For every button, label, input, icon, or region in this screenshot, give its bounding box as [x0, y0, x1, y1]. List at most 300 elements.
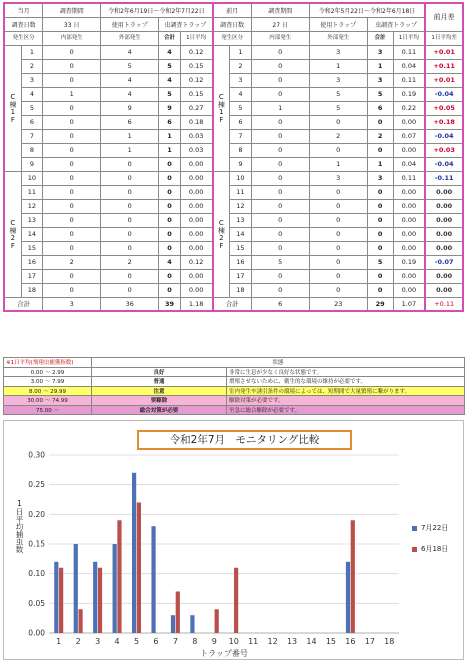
outside-count: 0: [101, 269, 159, 283]
average-diff: 0.00: [425, 213, 463, 227]
prev-total-inside: 6: [251, 297, 309, 311]
trap-number: 3: [21, 73, 43, 87]
y-tick-label: 0.25: [28, 480, 45, 490]
outside-count: 5: [101, 59, 159, 73]
total-count: 6: [159, 115, 180, 129]
y-tick-label: 0.00: [28, 628, 45, 638]
total-count: 0: [159, 241, 180, 255]
inside-count: 0: [43, 241, 101, 255]
table-row: [4, 171, 463, 185]
total-count: 39: [159, 297, 180, 311]
prev-daily-average: 0.00: [393, 143, 425, 157]
prev-col-total: 合計: [367, 31, 393, 45]
x-tick-label: 10: [228, 637, 239, 646]
total-avg: 1.18: [180, 297, 212, 311]
prev-total-count: 2: [367, 129, 393, 143]
inside-count: 0: [43, 115, 101, 129]
daily-average: 0.00: [180, 269, 212, 283]
average-diff: 0.00: [425, 227, 463, 241]
inside-count: 0: [43, 171, 101, 185]
outside-count: 4: [101, 45, 159, 59]
legend-swatch-b: [412, 547, 417, 552]
daily-average: 0.18: [180, 115, 212, 129]
prev-trap-number: 1: [230, 45, 252, 59]
prev-trap-number: 10: [230, 171, 252, 185]
total-count: 0: [159, 213, 180, 227]
index-level: 注意: [92, 386, 227, 396]
daily-average: 0.00: [180, 199, 212, 213]
inside-count: 0: [43, 73, 101, 87]
prev-outside-count: 0: [309, 269, 367, 283]
col-inside: 内部発生: [43, 31, 101, 45]
floor-group-label: C棟2F: [4, 171, 21, 297]
this-period-label: 調査期間: [43, 3, 101, 17]
bar-series-a: [74, 544, 78, 633]
table-row: [4, 45, 463, 59]
bar-series-b: [176, 591, 180, 633]
col-avg: 1日平均: [180, 31, 212, 45]
prev-trap-used: 使用トラップ: [309, 17, 367, 31]
table-row: [4, 227, 463, 241]
index-description: 至急に総合駆除が必要です。: [227, 405, 465, 415]
average-diff: +0.05: [425, 101, 463, 115]
average-diff: -0.11: [425, 171, 463, 185]
prev-outside-count: 5: [309, 101, 367, 115]
index-description: 増殖させないために、衛生的な環境の維持が必要です。: [227, 377, 465, 387]
inside-count: 0: [43, 143, 101, 157]
prev-trap-number: 5: [230, 101, 252, 115]
legend-rows: [4, 367, 465, 415]
x-tick-label: 16: [345, 637, 356, 646]
prev-trap-number: 16: [230, 255, 252, 269]
prev-total-count: 3: [367, 45, 393, 59]
prev-inside-count: 0: [251, 115, 309, 129]
x-tick-label: 14: [306, 637, 317, 646]
daily-average: 0.15: [180, 59, 212, 73]
outside-count: 0: [101, 283, 159, 297]
prev-period-label: 調査期間: [251, 3, 309, 17]
prev-daily-average: 0.11: [393, 73, 425, 87]
table-row: [4, 143, 463, 157]
x-tick-label: 17: [364, 637, 375, 646]
inside-count: 0: [43, 101, 101, 115]
inside-count: 0: [43, 199, 101, 213]
outside-count: 0: [101, 241, 159, 255]
prev-total-count: 3: [367, 73, 393, 87]
index-level: 良好: [92, 367, 227, 377]
trap-number: 10: [21, 171, 43, 185]
prev-outside-count: 0: [309, 227, 367, 241]
prev-inside-count: 1: [251, 101, 309, 115]
prev-daily-average: 0.22: [393, 101, 425, 115]
legend-label-b: 6月18日: [421, 545, 449, 553]
inside-count: 0: [43, 45, 101, 59]
table-row: [4, 185, 463, 199]
prev-daily-average: 0.07: [393, 129, 425, 143]
prev-trap-number: 4: [230, 87, 252, 101]
table-row: [4, 101, 463, 115]
bar-series-a: [132, 473, 136, 633]
legend-series-b: [412, 544, 448, 554]
bar-series-b: [98, 568, 102, 633]
total-count: 0: [159, 157, 180, 171]
average-diff: +0.18: [425, 115, 463, 129]
x-tick-label: 8: [192, 637, 198, 646]
prev-daily-average: 0.00: [393, 199, 425, 213]
total-count: 4: [159, 45, 180, 59]
daily-average: 0.00: [180, 157, 212, 171]
prev-outside-count: 3: [309, 45, 367, 59]
prev-outside-count: 3: [309, 73, 367, 87]
legend-label-a: 7月22日: [421, 524, 449, 532]
index-range: 75.00 ～: [4, 405, 92, 415]
col-diff-avg: 1日平均差: [425, 31, 463, 45]
trap-number: 6: [21, 115, 43, 129]
index-description: 室内発生や誘引条件の環境によっては、短期間で大量繁殖に繋がります。: [227, 386, 465, 396]
prev-total-count: 3: [367, 171, 393, 185]
prev-total-count: 5: [367, 87, 393, 101]
prev-trap-number: 15: [230, 241, 252, 255]
bar-series-b: [78, 609, 82, 633]
chart-plot: [4, 421, 463, 659]
daily-average: 0.00: [180, 185, 212, 199]
table-row: [4, 129, 463, 143]
table-row: [4, 73, 463, 87]
inside-count: 0: [43, 185, 101, 199]
prev-outside-count: 2: [309, 129, 367, 143]
x-tick-label: 12: [267, 637, 278, 646]
prev-total-count: 0: [367, 143, 393, 157]
prev-days: 27 日: [251, 17, 309, 31]
prev-inside-count: 5: [251, 255, 309, 269]
index-level: 要駆除: [92, 396, 227, 406]
total-count: 9: [159, 101, 180, 115]
prev-total-count: 6: [367, 101, 393, 115]
total-count: 4: [159, 255, 180, 269]
table-row: [4, 283, 463, 297]
outside-count: 9: [101, 101, 159, 115]
prev-daily-average: 0.00: [393, 213, 425, 227]
table-row: [4, 213, 463, 227]
trap-number: 12: [21, 199, 43, 213]
trap-number: 14: [21, 227, 43, 241]
outside-count: 1: [101, 129, 159, 143]
prev-daily-average: 0.00: [393, 227, 425, 241]
index-range: 8.00 ～ 29.99: [4, 386, 92, 396]
prev-daily-average: 0.04: [393, 157, 425, 171]
x-tick-label: 11: [248, 637, 259, 646]
prev-daily-average: 0.00: [393, 115, 425, 129]
prev-inside-count: 0: [251, 241, 309, 255]
daily-average: 0.12: [180, 255, 212, 269]
trap-count-table: [3, 2, 464, 312]
prev-inside-count: 0: [251, 227, 309, 241]
prev-total-count: 0: [367, 199, 393, 213]
prev-outside-count: 0: [309, 143, 367, 157]
outside-count: 0: [101, 185, 159, 199]
outside-count: 0: [101, 171, 159, 185]
total-count: 1: [159, 143, 180, 157]
prev-inside-count: 0: [251, 143, 309, 157]
prev-inside-count: 0: [251, 45, 309, 59]
this-month-label: 当月: [4, 3, 43, 17]
daily-average: 0.27: [180, 101, 212, 115]
outside-count: 0: [101, 213, 159, 227]
prev-inside-count: 0: [251, 157, 309, 171]
index-level: 総合対策が必要: [92, 405, 227, 415]
inside-count: 2: [43, 255, 101, 269]
prev-floor-group-label: C棟2F: [213, 171, 230, 297]
bar-series-a: [113, 544, 117, 633]
prev-trap-number: 18: [230, 283, 252, 297]
average-diff: +0.01: [425, 45, 463, 59]
x-tick-label: 2: [75, 637, 81, 646]
prev-inside-count: 0: [251, 283, 309, 297]
prev-total-count: 0: [367, 241, 393, 255]
outside-count: 0: [101, 227, 159, 241]
total-count: 0: [159, 171, 180, 185]
trap-number: 5: [21, 101, 43, 115]
daily-average: 0.03: [180, 129, 212, 143]
this-days: 33 日: [43, 17, 101, 31]
total-count: 0: [159, 269, 180, 283]
legend-swatch-a: [412, 526, 417, 531]
inside-count: 1: [43, 87, 101, 101]
total-count: 4: [159, 73, 180, 87]
total-count: 5: [159, 59, 180, 73]
trap-number: 9: [21, 157, 43, 171]
prev-insect-trap: 虫調査トラップ: [367, 17, 425, 31]
this-period: 令和2年6月19日～令和2年7月22日: [101, 3, 213, 17]
this-days-label: 調査日数: [4, 17, 43, 31]
average-diff: 0.00: [425, 241, 463, 255]
prev-inside-count: 0: [251, 171, 309, 185]
daily-average: 0.00: [180, 171, 212, 185]
y-tick-label: 0.05: [28, 598, 45, 608]
legend-row: [4, 405, 465, 415]
average-diff: -0.04: [425, 87, 463, 101]
table-row: [4, 255, 463, 269]
daily-average: 0.00: [180, 227, 212, 241]
trap-number: 11: [21, 185, 43, 199]
prev-daily-average: 0.11: [393, 45, 425, 59]
inside-count: 0: [43, 283, 101, 297]
prev-inside-count: 0: [251, 73, 309, 87]
average-diff: +0.01: [425, 73, 463, 87]
legend-row: [4, 386, 465, 396]
bar-series-b: [234, 568, 238, 633]
x-tick-label: 5: [133, 637, 140, 646]
prev-trap-number: 14: [230, 227, 252, 241]
table-row: [4, 87, 463, 101]
average-diff: -0.07: [425, 255, 463, 269]
outside-count: 0: [101, 157, 159, 171]
average-diff: +0.03: [425, 143, 463, 157]
prev-total-count: 0: [367, 283, 393, 297]
total-count: 0: [159, 283, 180, 297]
legend-row: [4, 396, 465, 406]
index-level: 普通: [92, 377, 227, 387]
index-range: 0.00 ～ 2.99: [4, 367, 92, 377]
prev-trap-number: 11: [230, 185, 252, 199]
prev-total-outside: 23: [309, 297, 367, 311]
y-tick-label: 0.10: [28, 569, 45, 579]
prev-inside-count: 0: [251, 199, 309, 213]
bar-series-a: [54, 562, 58, 633]
x-tick-label: 9: [211, 637, 217, 646]
diff-header: 前月差: [425, 3, 463, 31]
prev-daily-average: 0.00: [393, 241, 425, 255]
this-insect-trap: 虫調査トラップ: [159, 17, 213, 31]
total-outside: 36: [101, 297, 159, 311]
prev-col-inside: 内部発生: [251, 31, 309, 45]
average-diff: +0.11: [425, 59, 463, 73]
table-row: [4, 269, 463, 283]
prev-trap-number: 13: [230, 213, 252, 227]
outside-count: 4: [101, 73, 159, 87]
col-outside: 外部発生: [101, 31, 159, 45]
total-count: 5: [159, 87, 180, 101]
prev-daily-average: 0.00: [393, 269, 425, 283]
bar-series-b: [351, 520, 355, 633]
legend-head-right: 状態: [92, 358, 465, 368]
trap-number: 2: [21, 59, 43, 73]
x-tick-label: 18: [384, 637, 395, 646]
inside-count: 0: [43, 227, 101, 241]
bar-series-b: [137, 502, 141, 633]
prev-trap-number: 6: [230, 115, 252, 129]
prev-total-label: 合計: [213, 297, 252, 311]
daily-average: 0.00: [180, 241, 212, 255]
prev-inside-count: 0: [251, 59, 309, 73]
monitoring-chart: [3, 420, 464, 660]
trap-number: 15: [21, 241, 43, 255]
daily-average: 0.03: [180, 143, 212, 157]
total-count: 0: [159, 185, 180, 199]
x-tick-label: 1: [56, 637, 62, 646]
prev-daily-average: 0.11: [393, 171, 425, 185]
outside-count: 4: [101, 87, 159, 101]
trap-number: 1: [21, 45, 43, 59]
inside-count: 0: [43, 269, 101, 283]
prev-total-count: 0: [367, 213, 393, 227]
prev-total-count: 29: [367, 297, 393, 311]
trap-number: 16: [21, 255, 43, 269]
prev-total-count: 1: [367, 59, 393, 73]
prev-total-count: 0: [367, 185, 393, 199]
prev-outside-count: 0: [309, 283, 367, 297]
trap-number: 4: [21, 87, 43, 101]
prev-inside-count: 0: [251, 87, 309, 101]
index-description: 駆除対策が必要です。: [227, 396, 465, 406]
index-description: 非常に生息が少なく良好な状態です。: [227, 367, 465, 377]
prev-inside-count: 0: [251, 213, 309, 227]
trap-number: 18: [21, 283, 43, 297]
prev-total-count: 0: [367, 115, 393, 129]
trap-number: 17: [21, 269, 43, 283]
average-diff: 0.00: [425, 185, 463, 199]
bar-series-a: [346, 562, 350, 633]
chart-title: 令和2年7月 モニタリング比較: [137, 430, 352, 450]
trap-number: 8: [21, 143, 43, 157]
x-tick-label: 4: [114, 637, 120, 646]
chart-y-label: 1日平均捕虫数: [15, 499, 24, 553]
inside-count: 0: [43, 157, 101, 171]
prev-total-count: 5: [367, 255, 393, 269]
prev-outside-count: 0: [309, 255, 367, 269]
table-row: [4, 241, 463, 255]
table-row: [4, 115, 463, 129]
trap-number: 13: [21, 213, 43, 227]
prev-trap-number: 3: [230, 73, 252, 87]
daily-average: 0.12: [180, 45, 212, 59]
prev-total-avg: 1.07: [393, 297, 425, 311]
prev-outside-count: 0: [309, 185, 367, 199]
outside-count: 2: [101, 255, 159, 269]
prev-outside-count: 0: [309, 213, 367, 227]
x-tick-label: 15: [325, 637, 337, 646]
prev-total-count: 0: [367, 227, 393, 241]
index-range: 3.00 ～ 7.99: [4, 377, 92, 387]
prev-daily-average: 0.00: [393, 185, 425, 199]
legend-row: [4, 377, 465, 387]
trap-number: 7: [21, 129, 43, 143]
prev-outside-count: 0: [309, 199, 367, 213]
prev-trap-number: 17: [230, 269, 252, 283]
legend-head-left: ※1日平均(飛翔虫捕獲指数): [4, 358, 92, 368]
total-count: 1: [159, 129, 180, 143]
bar-series-b: [117, 520, 121, 633]
x-tick-label: 7: [172, 637, 178, 646]
x-tick-label: 6: [153, 637, 159, 646]
legend-row: [4, 367, 465, 377]
outside-count: 6: [101, 115, 159, 129]
prev-trap-number: 8: [230, 143, 252, 157]
average-diff: 0.00: [425, 283, 463, 297]
prev-month-label: 前月: [213, 3, 252, 17]
monitoring-sheet: [3, 2, 464, 312]
bar-series-b: [215, 609, 219, 633]
bar-series-a: [171, 615, 175, 633]
prev-daily-average: 0.04: [393, 59, 425, 73]
average-diff: -0.04: [425, 129, 463, 143]
prev-total-count: 0: [367, 269, 393, 283]
bar-series-a: [190, 615, 194, 633]
floor-group-label: C棟1F: [4, 45, 21, 171]
prev-outside-count: 5: [309, 87, 367, 101]
average-diff: 0.00: [425, 199, 463, 213]
table-row: [4, 157, 463, 171]
daily-average: 0.00: [180, 213, 212, 227]
prev-floor-group-label: C棟1F: [213, 45, 230, 171]
prev-outside-count: 1: [309, 157, 367, 171]
average-diff: -0.04: [425, 157, 463, 171]
inside-count: 0: [43, 129, 101, 143]
prev-outside-count: 0: [309, 241, 367, 255]
y-tick-label: 0.30: [28, 450, 45, 460]
x-tick-label: 13: [286, 637, 298, 646]
inside-count: 0: [43, 59, 101, 73]
outside-count: 1: [101, 143, 159, 157]
prev-outside-count: 0: [309, 115, 367, 129]
inside-count: 0: [43, 213, 101, 227]
prev-inside-count: 0: [251, 185, 309, 199]
table-row: [4, 59, 463, 73]
bar-series-b: [59, 568, 63, 633]
index-legend-table: [3, 357, 465, 415]
prev-total-count: 1: [367, 157, 393, 171]
total-count: 0: [159, 227, 180, 241]
